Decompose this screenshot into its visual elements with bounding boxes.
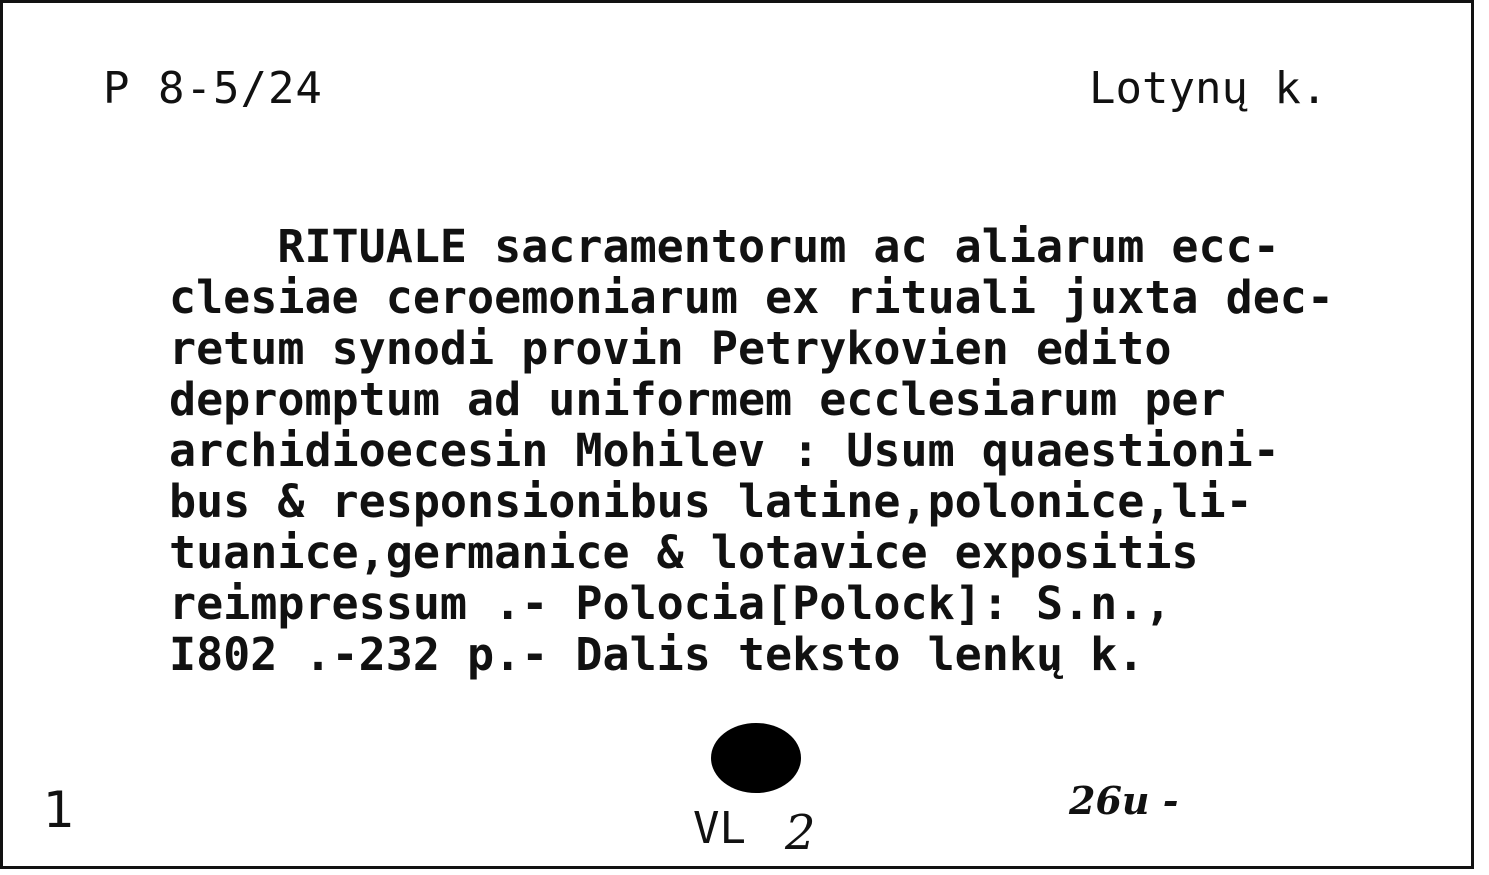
call-number: P 8-5/24: [103, 63, 323, 114]
description-line: tuanice,germanice & lotavice expositis: [169, 526, 1199, 579]
shelf-code: VL: [693, 803, 746, 854]
description-line: clesiae ceroemoniarum ex rituali juxta dec-: [169, 271, 1334, 324]
description-line: archidioecesin Mohilev : Usum quaestioni-: [169, 424, 1280, 477]
language-note: Lotynų k.: [1089, 63, 1328, 114]
bibliographic-description: [169, 221, 1469, 680]
card-number: 1: [43, 781, 75, 839]
description-line: bus & responsionibus latine,polonice,li-: [169, 475, 1253, 528]
description-line: I802 .-232 p.- Dalis teksto lenkų k.: [169, 628, 1145, 681]
handwritten-note: 26u -: [1069, 778, 1179, 823]
description-line: retum synodi provin Petrykovien edito: [169, 322, 1172, 375]
description-line: reimpressum .- Polocia[Polock]: S.n.,: [169, 577, 1172, 630]
description-line: depromptum ad uniformem ecclesiarum per: [169, 373, 1226, 426]
punch-hole: [711, 723, 801, 793]
shelf-number: 2: [785, 805, 816, 861]
description-line: RITUALE sacramentorum ac aliarum ecc-: [169, 220, 1280, 273]
